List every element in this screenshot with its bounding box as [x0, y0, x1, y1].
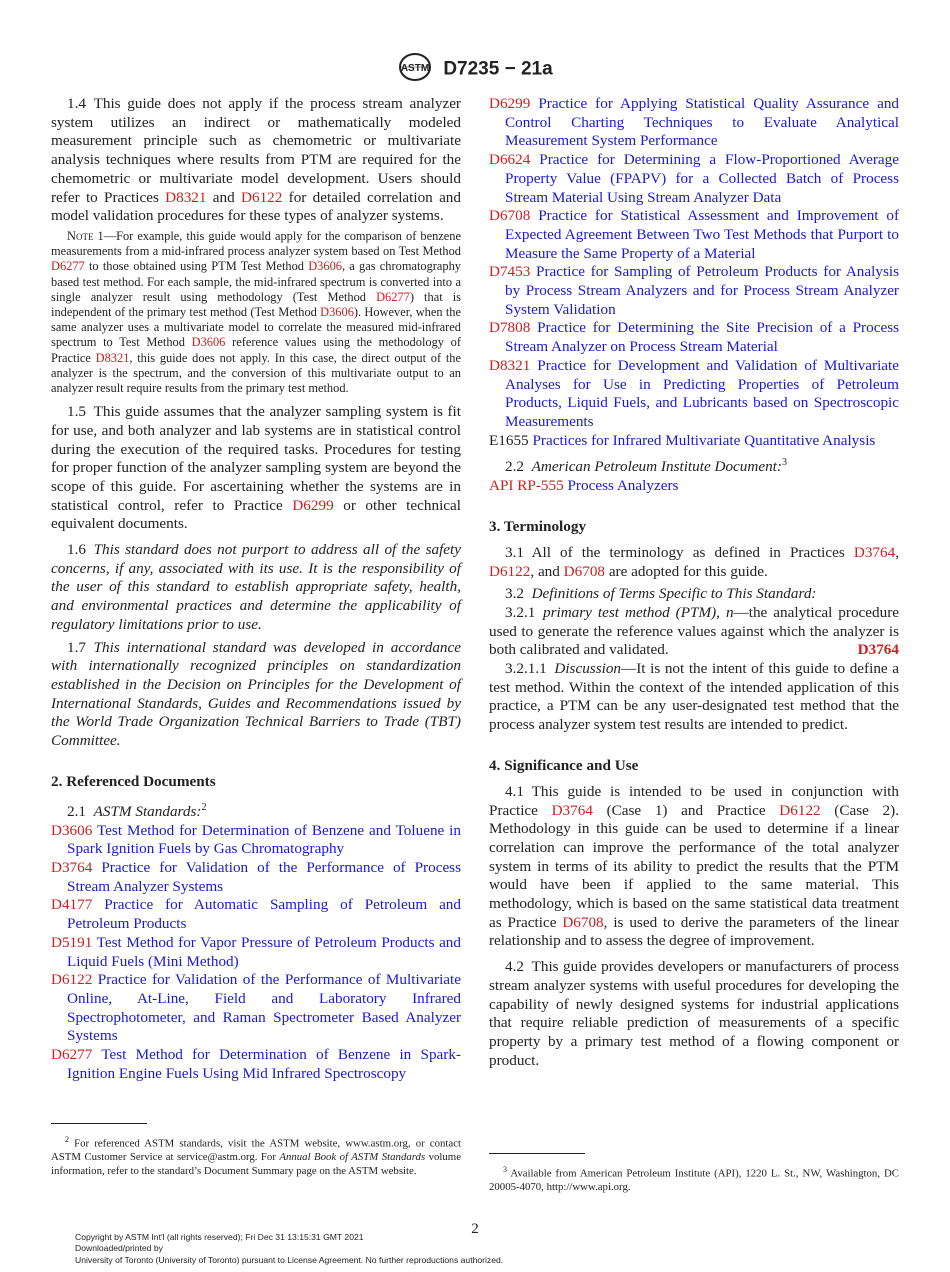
ref-title-d4177[interactable]: Practice for Automatic Sampling of Petroleum and Petroleum Products: [67, 896, 461, 933]
ref-item-d3606: [51, 822, 461, 859]
ref-item-d6299: [489, 95, 899, 151]
ref-code-d3606[interactable]: D3606: [51, 821, 93, 839]
ref-title-d3606[interactable]: Test Method for Determination of Benzene and Toluene in Spark Ignition Fuels by Gas Chromatography: [67, 821, 461, 858]
ref-code-d8321[interactable]: D8321: [489, 356, 531, 374]
ref-title-d6708[interactable]: Practice for Statistical Assessment and Improvement of Expected Agreement Between Two Test Methods that Purport to Measure the Same Property of a Material: [505, 207, 900, 262]
ref-link-d8321[interactable]: D8321: [95, 350, 130, 365]
left-column: [51, 95, 461, 1083]
ref-title-d5191[interactable]: Test Method for Vapor Pressure of Petroleum Products and Liquid Fuels (Mini Method): [67, 933, 461, 970]
astm-logo-icon: [397, 52, 433, 87]
ref-item-d6708: [489, 207, 899, 263]
ref-item-d6624: [489, 151, 899, 207]
ref-link-d3606[interactable]: D3606: [308, 259, 342, 274]
ref-item-d5191: [51, 934, 461, 971]
ref-link-d3606[interactable]: D3606: [320, 304, 354, 319]
copyright-notice: Copyright by ASTM Int'l (all rights reserved); Fri Dec 31 13:15:31 GMT 2021 Downloaded/printed by University of Toronto (University of Toronto) pursuant to License Agreement. No further reproductions authorized.: [75, 1232, 504, 1265]
referenced-documents-list-continued: [489, 95, 899, 432]
ref-code-api[interactable]: API RP-555: [489, 477, 564, 495]
paragraph-4-1: 4.1 This guide is intended to be used in conjunction with Practice D3764 (Case 1) and Practice D6122 (Case 2). Methodology in this guide can be used to determine if a linear correlation can improve the performance of the total analyzer system in terms of its ability to predict the results that the PTM would have been if applied to the same material. This methodology, which is based on the same statistical data treatment as Practice D6708, is used to derive the parameters of the linear relationship and to assess the degree of improvement.: [489, 782, 899, 950]
ref-code-d6299[interactable]: D6299: [489, 95, 531, 112]
ref-title-d3764[interactable]: Practice for Validation of the Performance of Process Stream Analyzer Systems: [67, 858, 462, 895]
ref-link-d6299[interactable]: D6299: [292, 496, 334, 514]
ref-title-d7453[interactable]: Practice for Sampling of Petroleum Products for Analysis by Process Stream Analyzers and for Process Stream Analyzer System Validation: [505, 263, 899, 318]
note-1: Note 1—For example, this guide would apply for the comparison of benzene measurements from a mid-infrared process analyzer system based on Test Method D6277 to those obtained using PTM Test Method D3606, a gas chromatography based test method. For each sample, the mid-infrared spectrum is converted into a single analyzer result using methodology (Test Method D6277) that is independent of the primary test method (Test Method D3606). However, when the same analyzer uses a multivariate model to correlate the measured mid-infrared spectrum to Test Method D3606 reference values using the methodology of Practice D8321, this guide does not apply. In this case, the direct output of the analyzer is the spectrum, and the conversion of this multivariate output to an analyzer result require results from the primary test method.: [51, 228, 462, 395]
referenced-documents-list: [51, 822, 461, 1084]
ref-link-d6122[interactable]: D6122: [779, 801, 821, 819]
document-designation: D7235 − 21a: [443, 58, 553, 80]
ref-item-api: [489, 477, 899, 496]
ref-link-d3764[interactable]: D3764: [853, 543, 896, 561]
svg-text:ASTM: ASTM: [401, 63, 430, 74]
paragraph-3-2-1: 3.2.1 primary test method (PTM), n—the analytical procedure used to generate the reference values against which the analyzer is both calibrated and validated. D3764: [489, 603, 900, 659]
ref-title-d6299[interactable]: Practice for Applying Statistical Quality Assurance and Control Charting Techniques to Evaluate Analytical Measurement System Performance: [505, 95, 900, 150]
ref-item-d6122: [51, 971, 461, 1046]
ref-code-d7453[interactable]: D7453: [489, 263, 531, 281]
ref-code-d6708[interactable]: D6708: [489, 207, 531, 225]
ref-item-d8321: [489, 357, 899, 432]
right-column: [489, 95, 899, 1070]
ref-link-d6708[interactable]: D6708: [562, 913, 604, 931]
ref-title-d6122[interactable]: Practice for Validation of the Performance of Multivariate Online, At-Line, Field and Laboratory Infrared Spectrophotometer, and Raman Spectrometer Based Analyzer Systems: [67, 971, 461, 1045]
ref-title-api[interactable]: Process Analyzers: [567, 477, 679, 495]
paragraph-3-2-1-1: 3.2.1.1 Discussion—It is not the intent of this guide to define a test method. Within the context of the intended application of this practice, a PTM can be any user-designated test method that the process analyzer system test results are intended to predict.: [489, 660, 899, 734]
ref-item-d7453: [489, 263, 899, 319]
ref-title-d7808[interactable]: Practice for Determining the Site Precision of a Process Stream Analyzer on Process Stream Material: [505, 319, 900, 356]
ref-title-d6277[interactable]: Test Method for Determination of Benzene in Spark-Ignition Engine Fuels Using Mid Infrared Spectroscopy: [67, 1046, 461, 1082]
ref-link-d3764[interactable]: D3764: [551, 801, 593, 819]
ref-link-d3764-definition[interactable]: D3764: [857, 641, 899, 659]
ref-link-d6708[interactable]: D6708: [563, 562, 606, 580]
ref-code-d7808[interactable]: D7808: [489, 319, 531, 337]
subsection-2-1: 2.1 ASTM Standards:$^2$: [67, 801, 207, 820]
ref-item-d4177: [51, 896, 461, 933]
paragraph-3-1: 3.1 All of the terminology as defined in Practices D3764, D6122, and D6708 are adopted for this guide.: [489, 543, 899, 580]
ref-link-d6277[interactable]: D6277: [376, 289, 410, 304]
ref-item-d3764: [51, 859, 461, 896]
subsection-2-2: 2.2 American Petroleum Institute Document:$^3$: [505, 457, 787, 476]
ref-code-d6122[interactable]: D6122: [51, 971, 93, 989]
ref-code-e1655: E1655: [489, 431, 529, 449]
section-4-heading: 4. Significance and Use: [489, 756, 639, 774]
paragraph-1-4: 1.4 This guide does not apply if the process stream analyzer system utilizes an indirect or mathematically modeled measurement principle such as chemometric or multivariate analysis techniques where results from PTM are required for the chemometric or multivariate model development. Users should refer to Practices D8321 and D6122 for detailed correlation and model validation procedures for these types of analyzer systems.: [51, 95, 461, 225]
ref-code-d4177[interactable]: D4177: [51, 896, 93, 914]
ref-link-d6122[interactable]: D6122: [241, 188, 283, 206]
paragraph-4-2: 4.2 This guide provides developers or manufacturers of process stream analyzer systems with useful procedures for developing the capability of newly designed systems for industrial applications that require reliable prediction of measurements of a specific property by a primary test method of a flowing component or product.: [489, 958, 899, 1069]
footnote-3: $^3$ Available from American Petroleum Institute (API), 1220 L. St., NW, Washington, DC 20005-4070, http://www.api.org.: [489, 1165, 899, 1194]
footnote-divider: [51, 1123, 147, 1124]
ref-title-d6624[interactable]: Practice for Determining a Flow-Proportioned Average Property Value (FPAPV) for a Collected Batch of Process Stream Material Using Stream Analyzer Data: [505, 151, 899, 206]
ref-link-d6122[interactable]: D6122: [489, 562, 531, 580]
ref-code-d6624[interactable]: D6624: [489, 151, 531, 169]
footnote-2: $^2$ For referenced ASTM standards, visit the ASTM website, www.astm.org, or contact ASTM Customer Service at service@astm.org. For Annual Book of ASTM Standards volume information, refer to the standard’s Document Summary page on the ASTM website.: [51, 1135, 461, 1177]
ref-item-d7808: [489, 319, 899, 356]
ref-title-d8321[interactable]: Practice for Development and Validation of Multivariate Analyses for Use in Predicting Properties of Petroleum Products, Liquid Fuels, and Lubricants based on Spectroscopic Measurements: [505, 356, 900, 430]
page-number: 2: [471, 1221, 479, 1237]
ref-code-d5191[interactable]: D5191: [51, 933, 93, 951]
ref-code-d6277[interactable]: D6277: [51, 1046, 93, 1064]
paragraph-1-6: 1.6 This standard does not purport to address all of the safety concerns, if any, associated with its use. It is the responsibility of the user of this standard to establish appropriate safety, health, and environmental practices and determine the applicability of regulatory limitations prior to use.: [51, 541, 461, 633]
ref-link-d8321[interactable]: D8321: [165, 188, 207, 206]
page-header: [0, 52, 950, 87]
ref-title-e1655[interactable]: Practices for Infrared Multivariate Quantitative Analysis: [532, 431, 876, 449]
paragraph-1-5: 1.5 This guide assumes that the analyzer sampling system is fit for use, and both analyzer and lab systems are in statistical control during the execution of the required tasks. Procedures for testing for proper function of the analyzer sampling system are beyond the scope of this guide. For ascertaining whether the systems are in statistical control, refer to Practice D6299 or other technical equivalent documents.: [51, 403, 461, 533]
paragraph-1-7: 1.7 This international standard was developed in accordance with internationally recognized principles on standardization established in the Decision on Principles for the Development of International Standards, Guides and Recommendations issued by the World Trade Organization Technical Barriers to Trade (TBT) Committee.: [51, 638, 461, 750]
footnote-divider-right: [489, 1153, 585, 1154]
section-3-heading: 3. Terminology: [489, 517, 587, 535]
ref-code-d3764[interactable]: D3764: [51, 858, 93, 876]
ref-item-d6277: [51, 1046, 461, 1083]
paragraph-3-2: 3.2 Definitions of Terms Specific to This Standard:: [505, 585, 817, 603]
section-2-heading: 2. Referenced Documents: [51, 772, 216, 790]
ref-link-d6277[interactable]: D6277: [51, 259, 85, 274]
ref-link-d3606[interactable]: D3606: [191, 335, 226, 350]
ref-item-e1655: [489, 432, 899, 451]
